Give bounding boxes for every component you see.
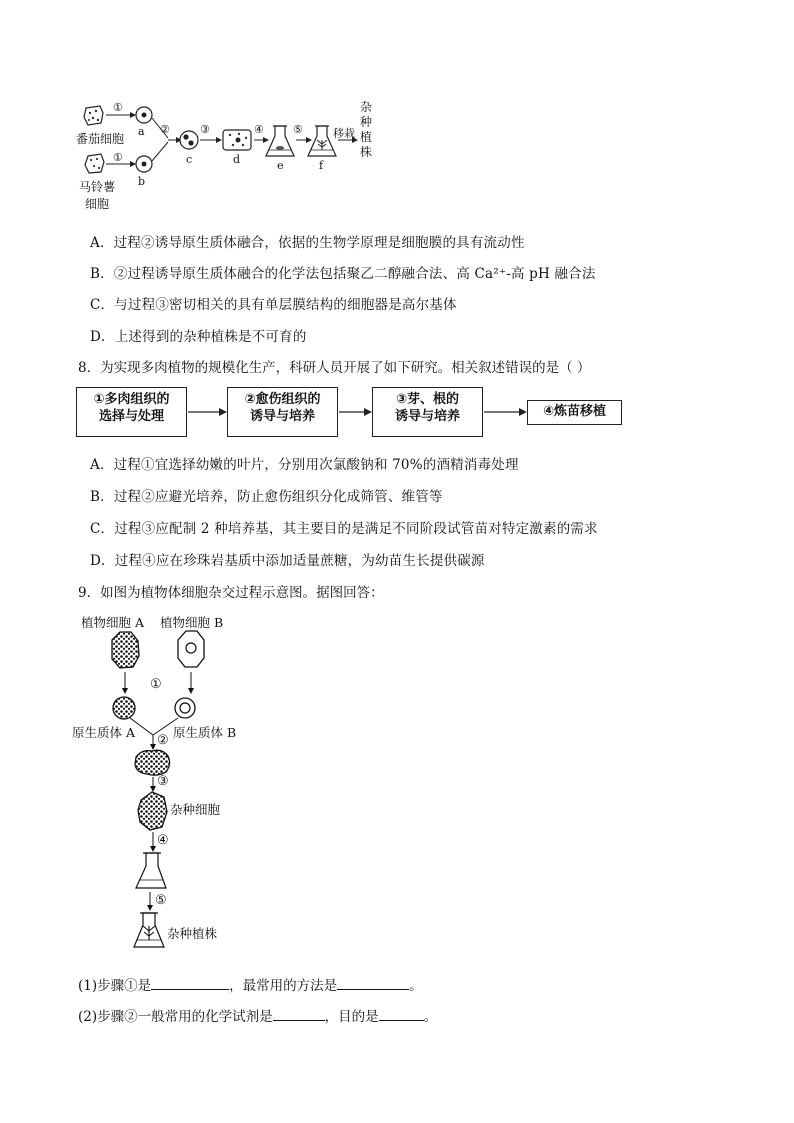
q9-protoplast-b-label: 原生质体 B — [173, 725, 237, 740]
q9-protoplast-a-label: 原生质体 A — [72, 725, 136, 740]
q8-box-4: ④炼苗移植 — [527, 400, 622, 425]
q7-label-a: a — [138, 125, 145, 138]
q7-option-c: C．与过程③密切相关的具有单层膜结构的细胞器是高尔基体 — [90, 297, 457, 313]
q7-option-a: A．过程②诱导原生质体融合，依据的生物学原理是细胞膜的具有流动性 — [90, 235, 525, 251]
q9-cell-b-label: 植物细胞 B — [160, 615, 224, 630]
q7-hybrid-plant-label: 杂 种 植 株 — [360, 100, 373, 159]
q9-sub2-blank-2[interactable] — [379, 1008, 424, 1021]
q7-label-e: e — [277, 159, 284, 172]
q8-option-a: A．过程①宜选择幼嫩的叶片，分别用次氯酸钠和 70%的酒精消毒处理 — [90, 457, 519, 473]
q7-potato-cell-label-2: 细胞 — [85, 197, 110, 211]
q9-sub2-text-c: 。 — [423, 1009, 438, 1025]
q8-option-c: C．过程③应配制 2 种培养基，其主要目的是满足不同阶段试管苗对特定激素的需求 — [90, 521, 598, 537]
q9-sub2 — [78, 1005, 437, 1025]
q9-step1: ① — [150, 677, 162, 692]
q9-sub1-text-c: 。 — [409, 978, 423, 994]
q9-cell-a-drawing — [112, 632, 139, 668]
q7-label-d: d — [233, 153, 241, 166]
q9-sub2-text-b: ，目的是 — [324, 1009, 379, 1025]
q7-potato-cell-label-1: 马铃薯 — [79, 180, 116, 194]
q9-step5: ⑤ — [155, 893, 167, 908]
q8-box-1: ①多肉组织的 选择与处理 — [76, 387, 187, 437]
q9-sub1 — [78, 974, 423, 994]
q9-sub2-blank-1[interactable] — [273, 1008, 325, 1021]
q9-sub1-text-a: (1)步骤①是 — [78, 978, 152, 994]
q9-step3: ③ — [157, 774, 169, 789]
q7-transplant: 移栽 — [333, 127, 355, 140]
q7-label-b: b — [138, 175, 146, 188]
q9-step4: ④ — [157, 833, 169, 848]
q7-step4: ④ — [254, 123, 264, 136]
q9-step2: ② — [157, 733, 169, 748]
q7-step1b: ① — [113, 151, 123, 164]
q9-hybrid-plant-label: 杂种植株 — [167, 926, 218, 941]
q8-option-d: D．过程④应在珍珠岩基质中添加适量蔗糖，为幼苗生长提供碳源 — [90, 553, 485, 569]
q8-box-2: ②愈伤组织的 诱导与培养 — [227, 387, 338, 437]
q7-option-b: B．②过程诱导原生质体融合的化学法包括聚乙二醇融合法、高 Ca²⁺-高 pH 融合法 — [90, 266, 596, 282]
q9-sub1-blank-2[interactable] — [337, 977, 409, 990]
q9-hybrid-cell-label: 杂种细胞 — [170, 802, 221, 817]
q7-step2: ② — [160, 123, 170, 136]
q9-sub1-blank-1[interactable] — [151, 977, 229, 990]
q7-tomato-cell-label: 番茄细胞 — [76, 132, 125, 146]
q9-stem: 9．如图为植物体细胞杂交过程示意图。据图回答： — [78, 585, 384, 601]
q9-cell-a-label: 植物细胞 A — [81, 615, 145, 630]
q9-sub1-text-b: ，最常用的方法是 — [229, 978, 338, 994]
q7-label-f: f — [319, 159, 324, 172]
q9-sub2-text-a: (2)步骤②一般常用的化学试剂是 — [78, 1009, 273, 1025]
q8-stem: 8．为实现多肉植物的规模化生产，科研人员开展了如下研究。相关叙述错误的是（ ） — [78, 360, 591, 376]
q7-option-d: D．上述得到的杂种植株是不可育的 — [90, 329, 307, 345]
q7-step5: ⑤ — [293, 123, 303, 136]
q7-step1a: ① — [113, 101, 123, 114]
q8-option-b: B．过程②应避光培养，防止愈伤组织分化成筛管、维管等 — [90, 489, 443, 505]
q7-label-c: c — [186, 153, 193, 166]
q8-box-3: ③芽、根的 诱导与培养 — [372, 387, 483, 437]
q7-step3: ③ — [200, 123, 210, 136]
